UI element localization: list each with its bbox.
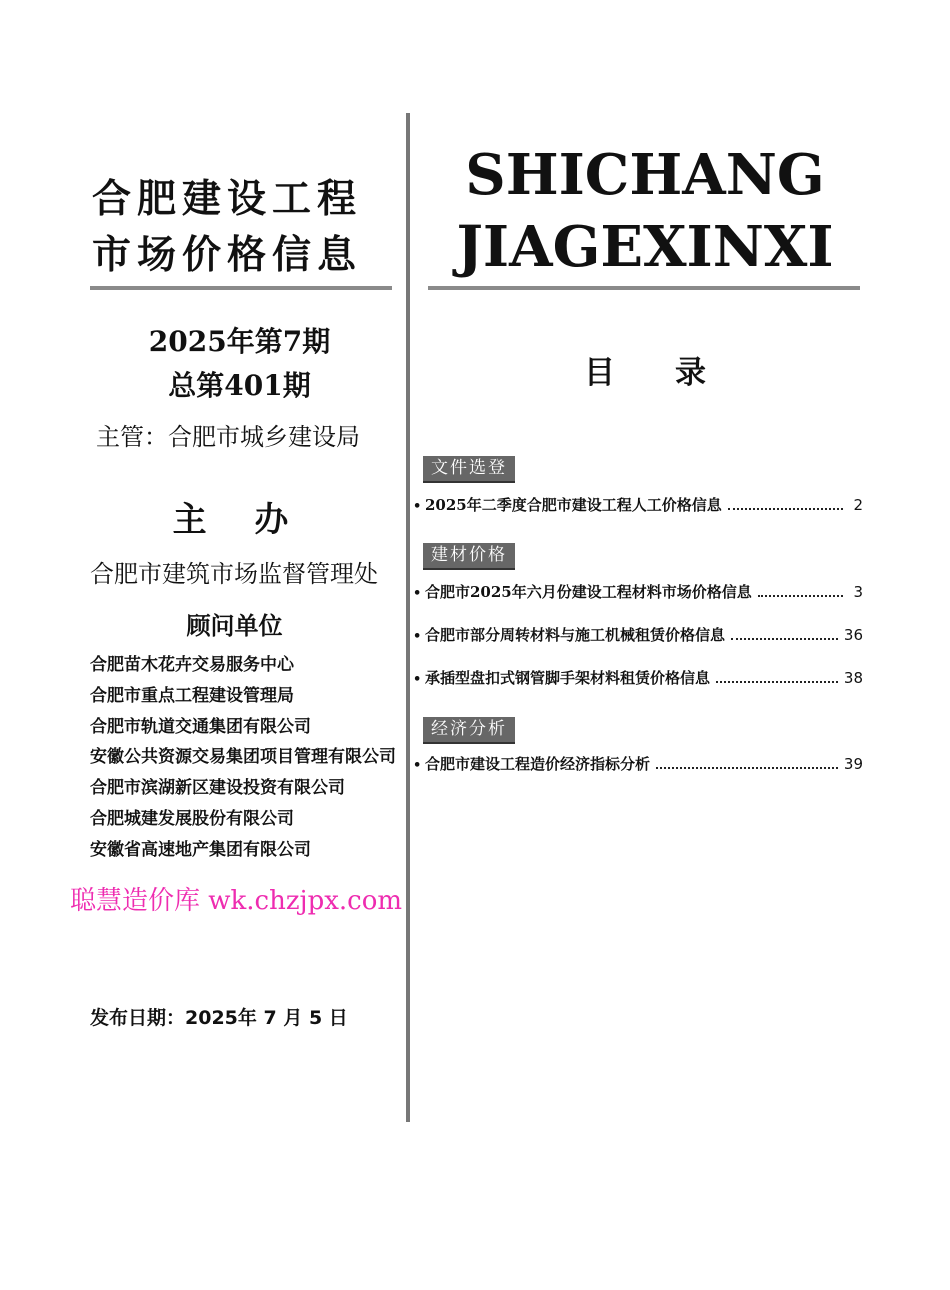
- toc-entry-title: 承插型盘扣式钢管脚手架材料租赁价格信息: [425, 669, 711, 687]
- publication-title-line1: 合肥建设工程: [92, 177, 363, 222]
- advisor-item: 合肥市轨道交通集团有限公司: [90, 716, 311, 737]
- organizer-heading: 主 办: [172, 500, 307, 540]
- toc-section-tag: 文件选登: [423, 456, 515, 483]
- supervisor-line: 主管：合肥市城乡建设局: [96, 423, 360, 451]
- column-divider: [406, 113, 410, 1122]
- advisor-list: [90, 650, 396, 866]
- left-title-rule: [90, 286, 392, 290]
- watermark-text: 聪慧造价库 wk.chzjpx.com: [70, 886, 403, 916]
- advisor-item: 安徽省高速地产集团有限公司: [90, 839, 311, 860]
- release-date: 发布日期：2025年 7 月 5 日: [90, 1007, 348, 1029]
- bullet-icon: •: [413, 499, 422, 514]
- toc-entry-title: 合肥市建设工程造价经济指标分析: [425, 755, 651, 773]
- advisors-heading: 顾问单位: [186, 612, 283, 640]
- issue-number: 2025年第7期: [148, 325, 331, 358]
- toc-entry[interactable]: [413, 753, 863, 774]
- total-issue-number: 总第401期: [168, 369, 311, 402]
- pinyin-title-line2: JIAGEXINXI: [456, 214, 834, 280]
- toc-section-tag: 建材价格: [423, 543, 515, 570]
- toc-heading: 目录: [584, 355, 766, 391]
- toc-entry[interactable]: [413, 581, 863, 602]
- advisor-item: 合肥苗木花卉交易服务中心: [90, 655, 294, 675]
- publication-title-line2: 市场价格信息: [92, 233, 363, 278]
- advisor-item: 合肥城建发展股份有限公司: [90, 808, 294, 829]
- toc-entry-page: 2: [853, 496, 863, 514]
- organizer-name: 合肥市建筑市场监督管理处: [90, 560, 378, 588]
- toc-entry-page: 3: [853, 583, 863, 601]
- pinyin-title-line1: SHICHANG: [465, 142, 825, 208]
- toc-entry[interactable]: [413, 624, 863, 645]
- advisor-item: 安徽公共资源交易集团项目管理有限公司: [90, 747, 396, 768]
- toc-entry[interactable]: [413, 667, 863, 688]
- dot-leader: [656, 767, 838, 769]
- toc-entry-title: 合肥市2025年六月份建设工程材料市场价格信息: [425, 583, 752, 601]
- toc-section-tag: 经济分析: [423, 717, 515, 744]
- bullet-icon: •: [413, 672, 422, 687]
- dot-leader: [731, 638, 838, 640]
- dot-leader: [728, 508, 843, 510]
- toc-entry-title: 合肥市部分周转材料与施工机械租赁价格信息: [425, 626, 726, 644]
- bullet-icon: •: [413, 629, 422, 644]
- right-title-rule: [428, 286, 860, 290]
- toc-entry[interactable]: [413, 494, 863, 515]
- advisor-item: 合肥市滨湖新区建设投资有限公司: [90, 778, 345, 799]
- toc-entry-title: 2025年二季度合肥市建设工程人工价格信息: [425, 496, 722, 514]
- toc-entry-page: 39: [843, 755, 863, 773]
- toc-entry-page: 38: [843, 669, 863, 687]
- toc-entry-page: 36: [843, 626, 863, 644]
- bullet-icon: •: [413, 586, 422, 601]
- dot-leader: [716, 681, 838, 683]
- bullet-icon: •: [413, 758, 422, 773]
- dot-leader: [758, 595, 843, 597]
- advisor-item: 合肥市重点工程建设管理局: [90, 685, 294, 706]
